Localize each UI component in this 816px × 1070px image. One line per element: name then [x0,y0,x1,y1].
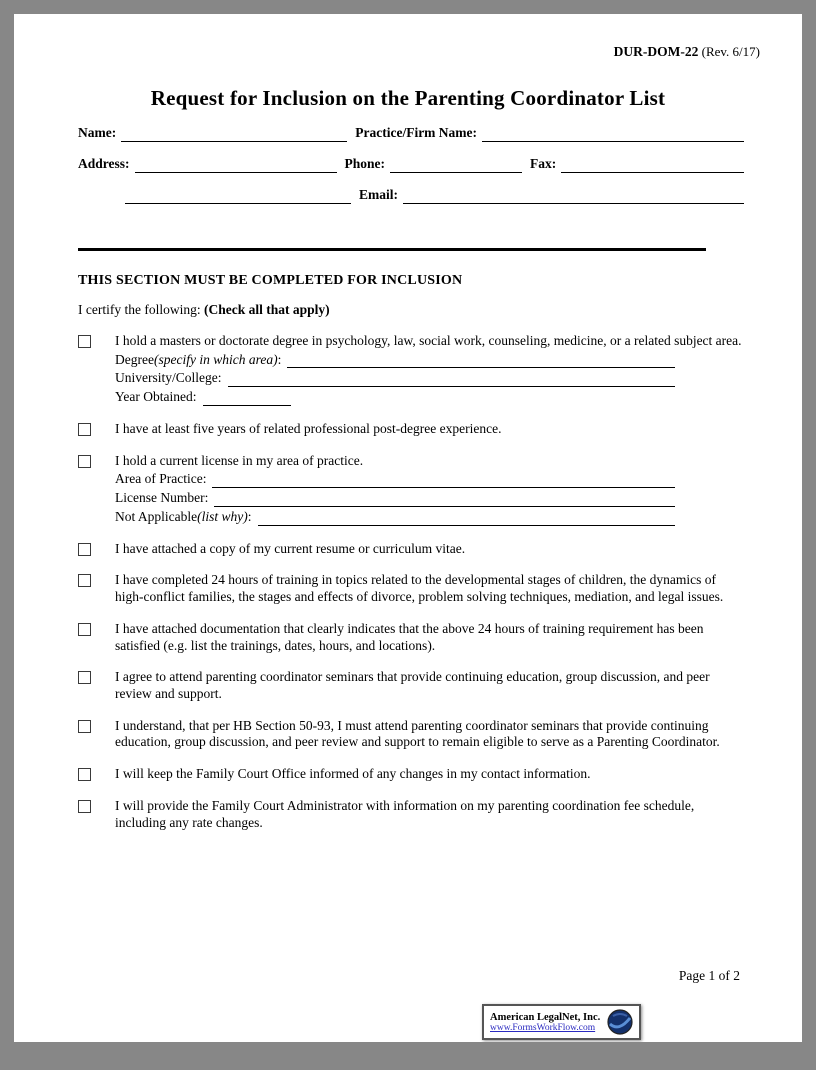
not-applicable-label: Not Applicable [115,508,198,524]
form-code-line [14,14,802,60]
checklist-item-contact-info [78,766,744,783]
name-field[interactable] [121,127,347,142]
globe-icon [607,1009,633,1035]
degree-checkbox[interactable] [78,335,91,348]
address-label: Address: [78,156,130,171]
not-applicable-subfield: Not Applicable (list why) : [115,509,675,526]
license-number-field[interactable] [214,492,675,507]
email-field[interactable] [403,189,744,204]
degree-note: (specify in which area) [153,351,278,367]
not-applicable-field[interactable] [258,511,676,526]
year-obtained-label: Year Obtained [115,389,193,405]
hb-section-checkbox[interactable] [78,720,91,733]
checklist-item-text: I agree to attend parenting coordinator seminars that provide continuing education, group discussion, and peer review and support. [115,669,710,702]
certify-line [78,302,744,318]
page-title: Request for Inclusion on the Parenting Coordinator List [150,86,666,110]
checklist-item-degree [78,333,744,406]
fax-field[interactable] [561,158,744,173]
address-field-2[interactable] [125,189,351,204]
degree-subfield: Degree (specify in which area) : [115,352,675,369]
license-number-subfield: License Number : [115,490,675,507]
logo-text [490,1012,600,1033]
checklist-item-experience [78,421,744,438]
fee-schedule-checkbox[interactable] [78,800,91,813]
checklist-item-resume [78,541,744,558]
checklist-item-text: I understand, that per HB Section 50-93, I must attend parenting coordinator seminars that provide continuing education, group discussion, and peer review and support to remain eligible to serve as a Parenting Coordinator. [115,717,720,750]
license-checkbox[interactable] [78,455,91,468]
year-subfield: Year Obtained : [115,389,744,406]
checklist-item-text: I have attached documentation that clearly indicates that the above 24 hours of training requirement has been satisfied (e.g. list the trainings, dates, hours, and locations). [115,620,704,653]
certify-prefix: I certify the following: [78,302,204,317]
phone-field[interactable] [390,158,522,173]
checklist [78,333,744,831]
checklist-item-fee-schedule [78,798,744,831]
checklist-item-text: I have at least five years of related professional post-degree experience. [115,420,502,436]
page-number: Page 1 of 2 [678,968,740,983]
contact-row-2 [78,156,744,173]
university-field[interactable] [228,372,676,387]
form-content [78,125,744,831]
resume-checkbox[interactable] [78,543,91,556]
address-field[interactable] [135,158,337,173]
checklist-item-hb-section [78,718,744,751]
degree-field[interactable] [287,353,675,368]
checklist-item-text: I will keep the Family Court Office informed of any changes in my contact information. [115,766,591,782]
documentation-checkbox[interactable] [78,623,91,636]
contact-row-1 [78,125,744,142]
practice-firm-label: Practice/Firm Name: [355,125,478,140]
seminars-checkbox[interactable] [78,671,91,684]
fax-label: Fax: [530,156,557,171]
experience-checkbox[interactable] [78,423,91,436]
contact-info-checkbox[interactable] [78,768,91,781]
email-label: Email: [359,187,398,202]
area-of-practice-label: Area of Practice [115,471,203,487]
area-of-practice-field[interactable] [212,473,675,488]
checklist-item-text: I hold a masters or doctorate degree in psychology, law, social work, counseling, medicine, or a related subject area. [115,333,742,348]
checklist-item-seminars [78,669,744,702]
section-heading: THIS SECTION MUST BE COMPLETED FOR INCLUSION [78,273,463,288]
form-revision: (Rev. 6/17) [698,44,760,59]
checklist-item-text: I will provide the Family Court Administrator with information on my parenting coordination fee schedule, including any rate changes. [115,797,695,830]
document-page [14,14,802,1042]
certify-instruction: (Check all that apply) [203,302,330,317]
license-number-label: License Number [115,490,205,506]
checklist-item-text: I have completed 24 hours of training in topics related to the developmental stages of children, the dynamics of high-conflict families, the stages and effects of divorce, problem solving techniques, mediation, and legal issues. [115,572,724,605]
phone-label: Phone: [344,156,386,171]
university-subfield: University/College : [115,370,675,387]
logo-company-name: American LegalNet, Inc. [490,1011,601,1023]
section-divider [78,248,706,251]
degree-label: Degree [115,351,154,367]
name-label: Name: [78,125,117,140]
checklist-item-license [78,453,744,526]
university-label: University/College [115,370,218,386]
logo-website-link[interactable]: www.FormsWorkFlow.com [490,1022,596,1033]
year-obtained-field[interactable] [203,391,291,406]
checklist-item-training [78,572,744,605]
checklist-item-documentation [78,621,744,654]
contact-row-3 [78,187,744,204]
form-code: DUR-DOM-22 [613,44,699,59]
training-checkbox[interactable] [78,574,91,587]
practice-firm-field[interactable] [482,127,744,142]
legalnet-logo [482,1004,641,1040]
area-of-practice-subfield: Area of Practice : [115,471,675,488]
checklist-item-text: I have attached a copy of my current resume or curriculum vitae. [115,540,466,556]
checklist-item-text: I hold a current license in my area of practice. [115,452,364,468]
